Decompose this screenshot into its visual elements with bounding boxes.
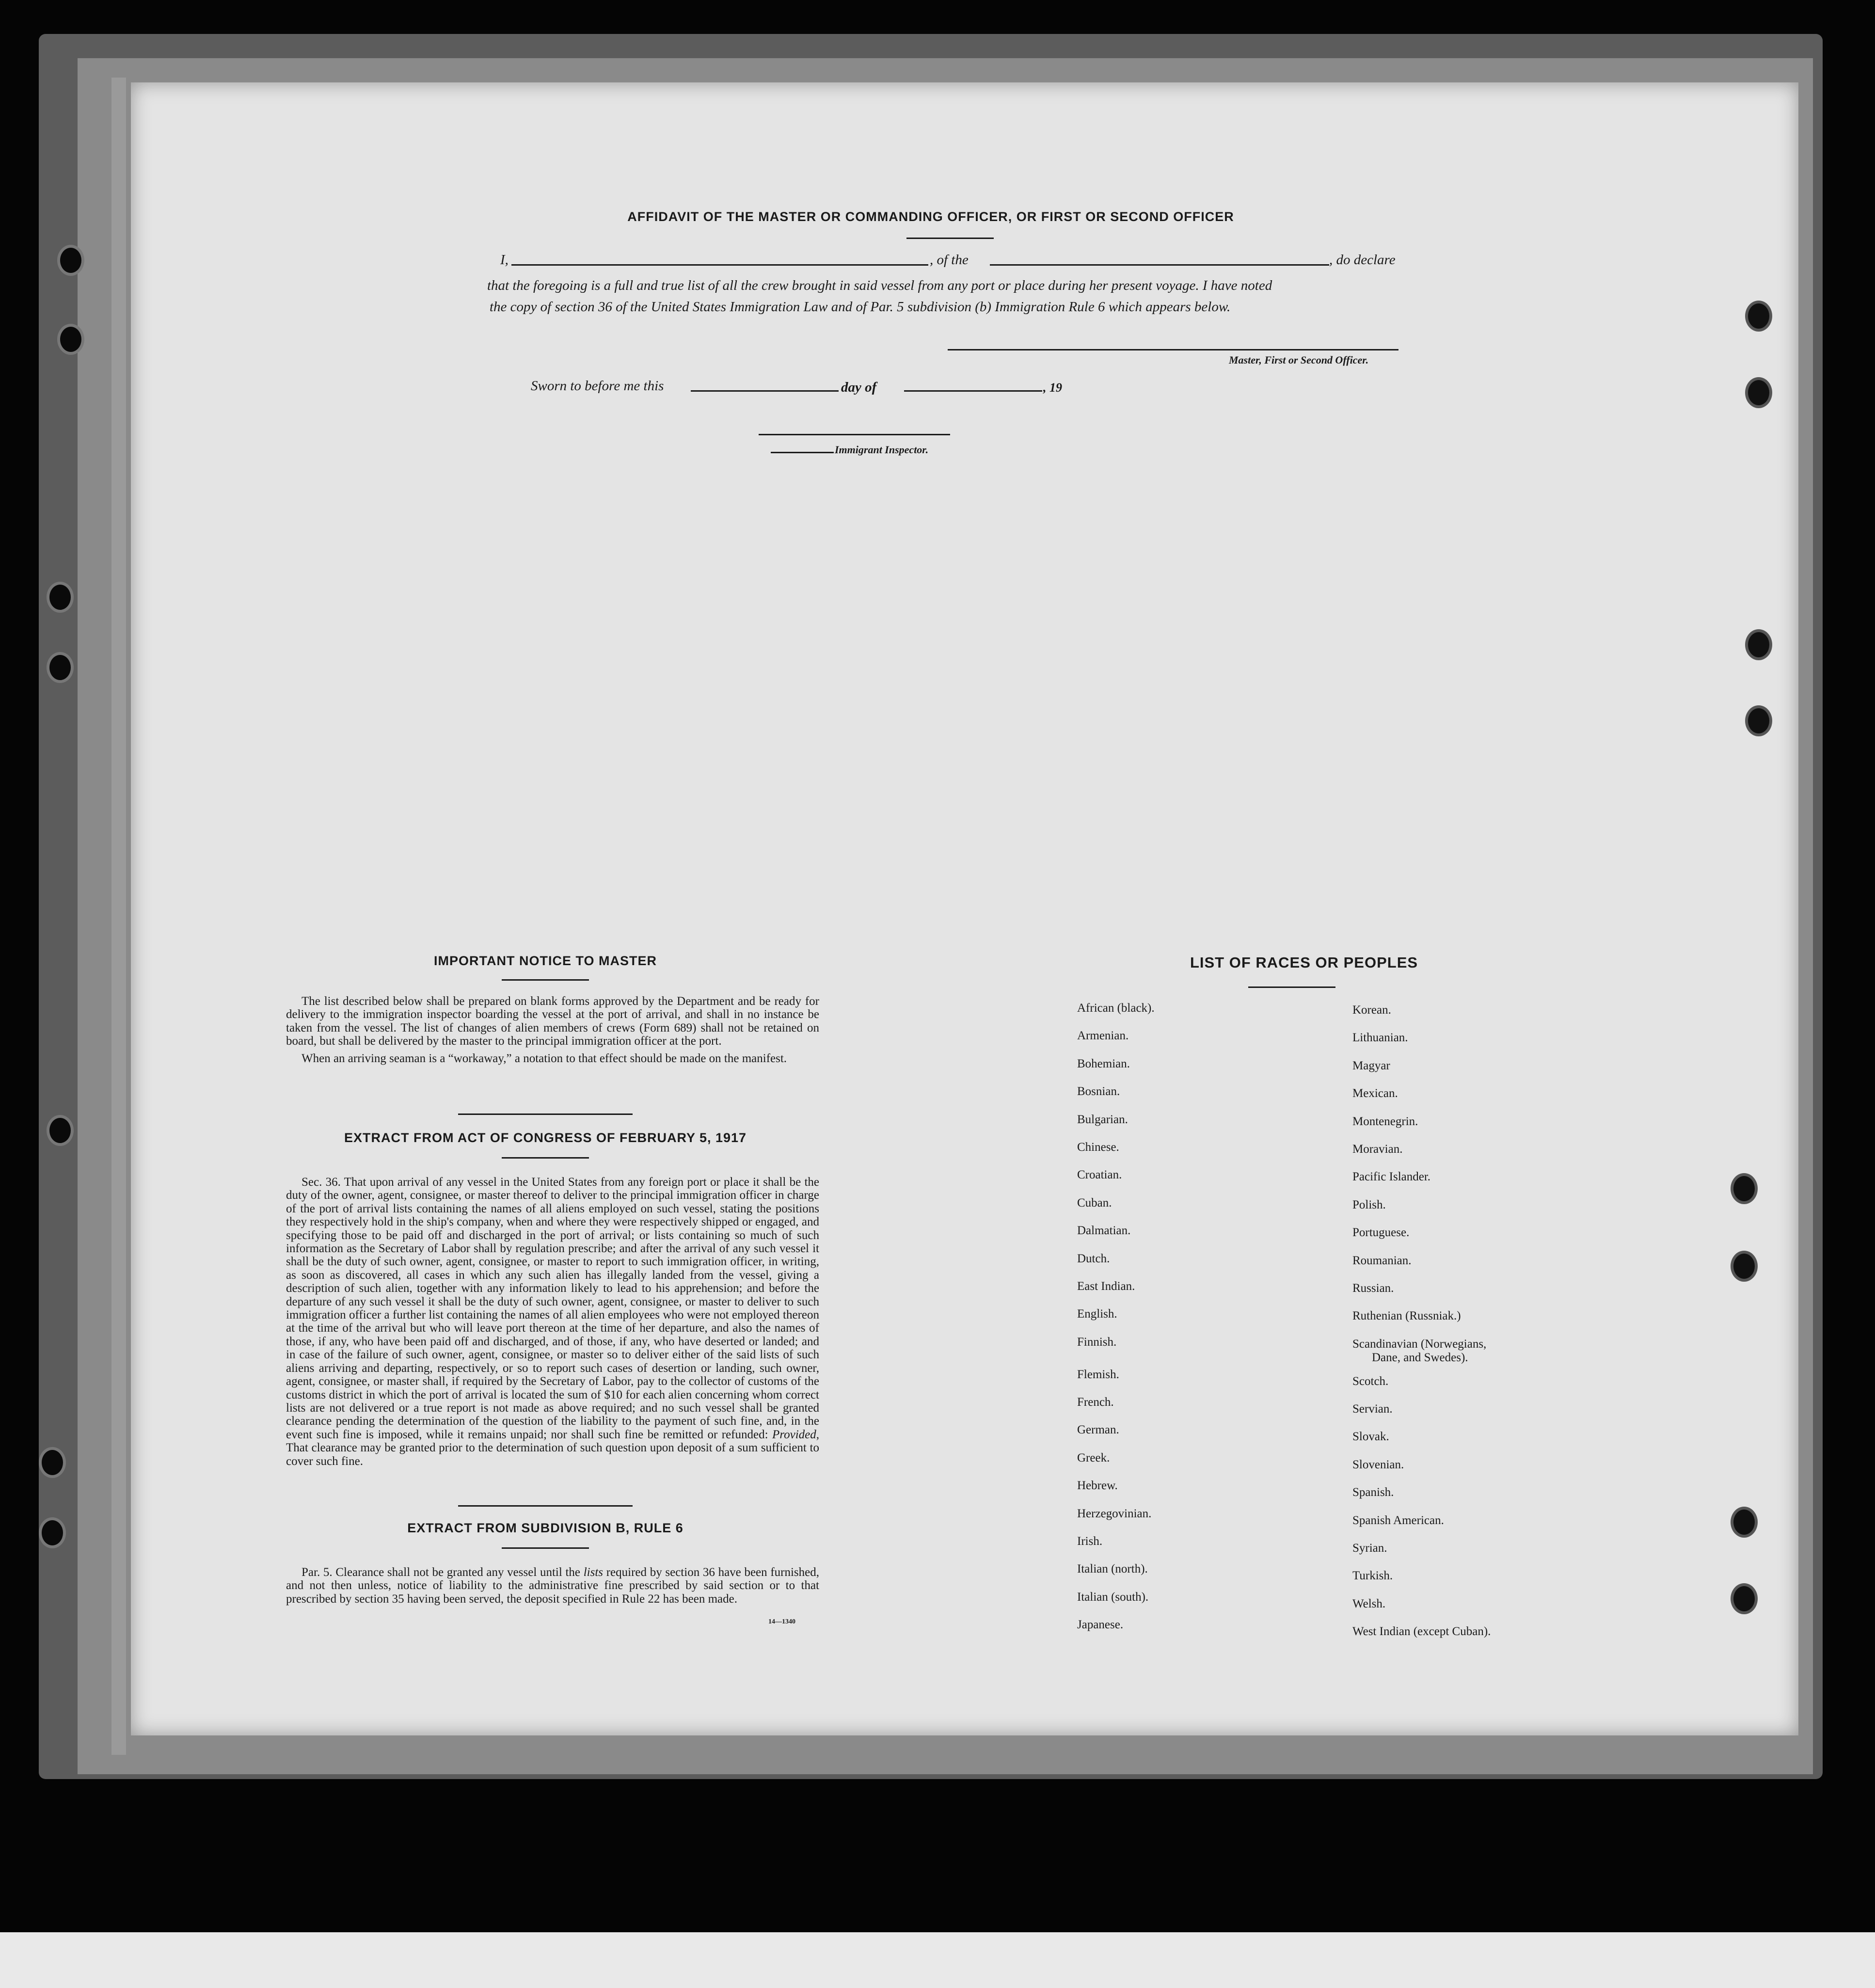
act-body (286, 1176, 819, 1468)
races-title: LIST OF RACES OR PEOPLES (1190, 954, 1418, 971)
affidavit-declare: , do declare (1329, 252, 1396, 268)
race-item: Japanese. (1077, 1618, 1124, 1632)
race-item: Scandinavian (Norwegians, (1352, 1337, 1487, 1351)
race-item: Lithuanian. (1352, 1031, 1408, 1045)
punch-hole (39, 1517, 66, 1548)
affidavit-line3: the copy of section 36 of the United States Immigration Law and of Par. 5 subdivision (b) Immigration Rule 6 which appears below. (490, 299, 1231, 315)
races-right-column (1352, 1003, 1491, 1653)
race-item: Italian (north). (1077, 1562, 1148, 1576)
race-item: Syrian. (1352, 1542, 1387, 1555)
affidavit-of-the: , of the (930, 252, 969, 268)
race-item: Irish. (1077, 1535, 1103, 1548)
punch-hole (1745, 377, 1772, 408)
punch-hole (1745, 301, 1772, 332)
master-signature-line (948, 349, 1398, 350)
inspector-blank (771, 452, 834, 453)
race-item: Herzegovinian. (1077, 1507, 1152, 1520)
race-item: Bohemian. (1077, 1057, 1130, 1070)
race-item: Flemish. (1077, 1368, 1119, 1381)
divider (1248, 986, 1335, 988)
race-item: Dutch. (1077, 1252, 1110, 1265)
affidavit-line2: that the foregoing is a full and true list of all the crew brought in said vessel from any port or place during her present voyage. I have noted (487, 278, 1272, 293)
punch-hole (57, 324, 84, 355)
day-of-label: day of (841, 380, 877, 395)
race-item: Chinese. (1077, 1140, 1119, 1154)
race-item: English. (1077, 1307, 1117, 1321)
master-label: Master, First or Second Officer. (1229, 354, 1369, 366)
race-item: Bosnian. (1077, 1085, 1120, 1098)
race-item: African (black). (1077, 1002, 1155, 1015)
race-item: Spanish American. (1352, 1513, 1444, 1527)
race-item: Cuban. (1077, 1196, 1112, 1209)
punch-hole (1745, 629, 1772, 660)
day-blank (691, 390, 839, 392)
act-text: That upon arrival of any vessel in the United States from any foreign port or place it shall be the duty of the owner, agent, consignee, or master thereof to deliver to the principal immigration officer in charge of the port of arrival lists containing the names of all aliens employed on such vessel, stating the positions they respectively hold in the ship's company, when and where they were respectively shipped or engaged, and specifying those to be paid off and discharged in the port of arrival; or lists containing so much of such information as the Secretary of Labor shall by regulation prescribe; and after the arrival of any such vessel it shall be the duty of such owner, agent, consignee, or master to report to such immigration officer, in writing, as soon as discovered, all cases in which any such alien has illegally landed from the vessel, giving a description of such alien, together with any information likely to lead to his apprehension; and before the departure of any such vessel it shall be the duty of such owner, agent, consignee, or master to deliver to such immigration officer a further list containing the names of all alien employees who were not employed thereon at the time of the arrival but who will leave port thereon at the time of her departure, and also the names of those, if any, who have been paid off and discharged, and of those, if any, who have deserted or landed; and in case of the failure of such owner, agent, consignee, or master so to deliver either of the said lists of such aliens arriving and departing, respectively, or so to report such cases of desertion or landing, such owner, agent, consignee, or master shall, if required by the Secretary of Labor, pay to the collector of customs of the customs district in which the port of arrival is located the sum of $10 for each alien concerning whom correct lists are not delivered or a true report is not made as above required; and no such vessel shall be granted clearance pending the determination of the question of the liability to the payment of such fine, and, in the event such fine is imposed, while it remains unpaid; nor shall such fine be remitted or refunded: (286, 1176, 819, 1441)
punch-hole (39, 1447, 66, 1478)
race-item: West Indian (except Cuban). (1352, 1625, 1491, 1638)
punch-hole (1731, 1507, 1758, 1538)
name-blank (511, 264, 928, 266)
race-item: Finnish. (1077, 1335, 1117, 1349)
race-item: Spanish. (1352, 1486, 1394, 1499)
act-title: EXTRACT FROM ACT OF CONGRESS OF FEBRUARY 5, 1917 (344, 1130, 747, 1145)
race-item: Mexican. (1352, 1087, 1398, 1100)
sworn-label: Sworn to before me this (531, 378, 664, 394)
race-item: Roumanian. (1352, 1254, 1412, 1267)
affidavit-title: AFFIDAVIT OF THE MASTER OR COMMANDING OFFICER, OR FIRST OR SECOND OFFICER (627, 209, 1234, 224)
affidavit-i: I, (500, 252, 508, 268)
provided-label: Provided, (772, 1428, 820, 1441)
race-item: Korean. (1352, 1003, 1391, 1017)
lists-word: lists (583, 1566, 604, 1579)
notice-paragraph-2: When an arriving seaman is a “workaway,” a notation to that effect should be made on the manifest. (302, 1051, 787, 1065)
race-item: Servian. (1352, 1402, 1393, 1416)
race-item: Bulgarian. (1077, 1113, 1128, 1126)
race-item: Pacific Islander. (1352, 1170, 1431, 1184)
race-item: Slovak. (1352, 1430, 1389, 1444)
rule-text-b: required by section 36 have been furnished, and not then unless, notice of liability to the administrative fine prescribed by said section or to that prescribed by section 35 having been served, the deposit specified in Rule 22 has been made. (286, 1566, 819, 1606)
rule-body (286, 1566, 819, 1606)
races-left-column (1077, 1002, 1155, 1646)
manifest-page (131, 82, 1798, 1735)
notice-paragraph-1: The list described below shall be prepared on blank forms approved by the Department and be ready for delivery to the immigration inspector boarding the vessel at the port of arrival, and shall in no instance be taken from the vessel. The list of changes of alien members of crews (Form 689) shall not be retained on board, but shall be delivered by the master to the principal immigration officer at the port. (286, 995, 819, 1048)
form-number: 14—1340 (768, 1618, 795, 1625)
inspector-label: Immigrant Inspector. (835, 444, 929, 456)
race-item: Turkish. (1352, 1569, 1393, 1583)
punch-hole (1731, 1251, 1758, 1282)
rule-title: EXTRACT FROM SUBDIVISION B, RULE 6 (407, 1521, 683, 1535)
page-edge (111, 78, 126, 1755)
punch-hole (1731, 1173, 1758, 1204)
punch-hole (47, 1115, 74, 1146)
race-item: Polish. (1352, 1198, 1386, 1211)
race-item: Montenegrin. (1352, 1114, 1418, 1128)
race-item: Italian (south). (1077, 1590, 1149, 1604)
race-item: Magyar (1352, 1059, 1390, 1072)
race-item: Slovenian. (1352, 1458, 1404, 1471)
notice-body (286, 995, 819, 1065)
vessel-blank (990, 264, 1329, 266)
race-item: Greek. (1077, 1451, 1110, 1464)
sec-label: Sec. 36. (302, 1176, 341, 1189)
race-item: Hebrew. (1077, 1479, 1118, 1493)
race-item: Russian. (1352, 1281, 1394, 1295)
inspector-signature-line (759, 434, 950, 435)
race-item: Scotch. (1352, 1374, 1389, 1388)
notice-title: IMPORTANT NOTICE TO MASTER (434, 954, 657, 968)
race-item: Armenian. (1077, 1029, 1129, 1043)
divider (502, 979, 589, 981)
month-blank (904, 390, 1042, 392)
race-item: Dane, and Swedes). (1372, 1351, 1468, 1364)
punch-hole (57, 245, 84, 276)
punch-hole (1731, 1583, 1758, 1614)
race-item: Welsh. (1352, 1597, 1386, 1610)
divider (458, 1113, 633, 1115)
year-label: , 19 (1043, 381, 1062, 395)
race-item: Croatian. (1077, 1168, 1122, 1182)
punch-hole (1745, 705, 1772, 736)
race-item: French. (1077, 1396, 1114, 1409)
divider (502, 1157, 589, 1159)
punch-hole (47, 582, 74, 613)
act-text-end: That clearance may be granted prior to the determination of such question upon deposit of a sum sufficient to cover such fine. (286, 1441, 819, 1468)
rule-text-a: Par. 5. Clearance shall not be granted any vessel until the (302, 1566, 581, 1579)
race-item: Portuguese. (1352, 1226, 1410, 1240)
race-item: Dalmatian. (1077, 1224, 1131, 1238)
race-item: German. (1077, 1423, 1119, 1437)
divider (502, 1547, 589, 1549)
race-item: Ruthenian (Russniak.) (1352, 1309, 1461, 1323)
divider (906, 238, 994, 239)
race-item: East Indian. (1077, 1279, 1135, 1293)
punch-hole (47, 652, 74, 683)
divider (458, 1505, 633, 1507)
bottom-strip (0, 1932, 1875, 1988)
race-item: Moravian. (1352, 1142, 1403, 1156)
